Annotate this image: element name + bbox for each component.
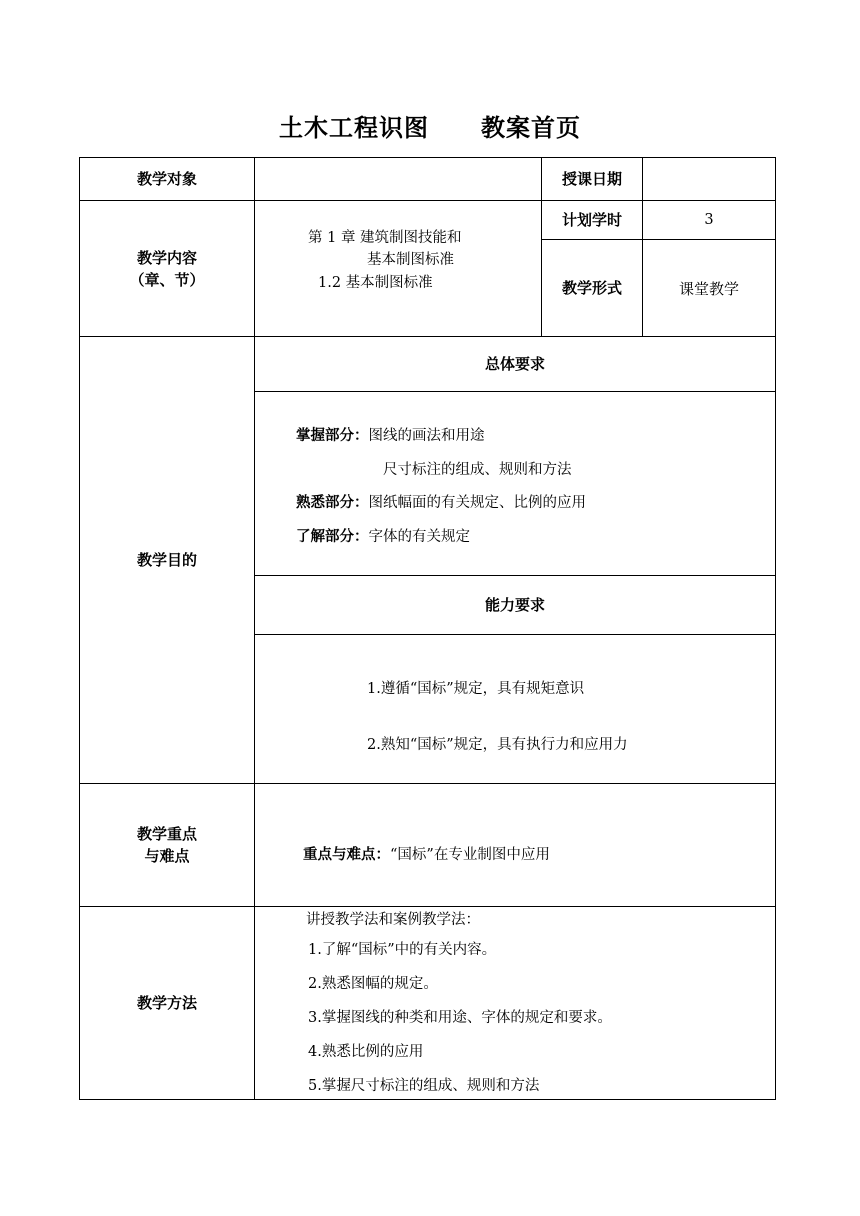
methods-item-5: 5.掌握尺寸标注的组成、规则和方法: [308, 1078, 540, 1094]
target-value: [255, 158, 541, 200]
methods-item-4: 4.熟悉比例的应用: [308, 1044, 424, 1060]
keypoints-key-label: 重点与难点：: [303, 847, 390, 863]
master-item1: 图线的画法和用途: [368, 428, 485, 444]
content-label-line2: （章、节）: [129, 270, 205, 289]
goals-label: 教学目的: [136, 551, 197, 569]
methods-label: 教学方法: [136, 994, 197, 1012]
keypoints-label-line1: 教学重点: [136, 825, 197, 843]
page-title: [0, 108, 860, 143]
methods-item-3: 3.掌握图线的种类和用途、字体的规定和要求。: [308, 1010, 612, 1026]
content-line1: 第 1 章 建筑制图技能和: [308, 230, 462, 246]
familiar-label: 熟悉部分：: [296, 495, 369, 511]
content-line3: 1.2 基本制图标准: [318, 275, 433, 291]
target-label: 教学对象: [136, 170, 197, 188]
title-left: 土木工程识图: [279, 114, 429, 142]
keypoints-label-line2: 与难点: [144, 847, 190, 865]
methods-item-1: 1.了解“国标”中的有关内容。: [308, 942, 497, 958]
overall-header: 总体要求: [484, 355, 545, 373]
date-label: 授课日期: [561, 170, 622, 188]
familiar-item: 图纸幅面的有关规定、比例的应用: [368, 495, 586, 511]
keypoints-label: [80, 784, 254, 906]
hours-value: 3: [704, 212, 714, 228]
content-label-line1: 教学内容: [136, 248, 197, 267]
content-line2: 基本制图标准: [367, 252, 454, 268]
form-label: 教学形式: [561, 279, 622, 297]
ability-item2: 2.熟知“国标”规定，具有执行力和应用力: [367, 737, 628, 753]
content-label: [80, 201, 254, 336]
master-label: 掌握部分：: [296, 428, 369, 444]
understand-label: 了解部分：: [296, 529, 369, 545]
date-value: [643, 158, 775, 200]
ability-header: 能力要求: [484, 596, 545, 614]
master-item2: 尺寸标注的组成、规则和方法: [383, 462, 572, 478]
title-right: 教案首页: [481, 114, 581, 142]
ability-item1: 1.遵循“国标”规定，具有规矩意识: [367, 681, 585, 697]
understand-item: 字体的有关规定: [368, 529, 470, 545]
understand-row: [296, 525, 470, 546]
keypoints-row: [303, 843, 550, 864]
methods-intro: 讲授教学法和案例教学法：: [306, 912, 480, 928]
form-value: 课堂教学: [678, 279, 739, 298]
hours-label: 计划学时: [561, 211, 622, 229]
methods-item-2: 2.熟悉图幅的规定。: [308, 976, 438, 992]
master-row: [296, 424, 485, 445]
keypoints-key-value: “国标”在专业制图中应用: [390, 847, 550, 863]
familiar-row: [296, 491, 586, 512]
